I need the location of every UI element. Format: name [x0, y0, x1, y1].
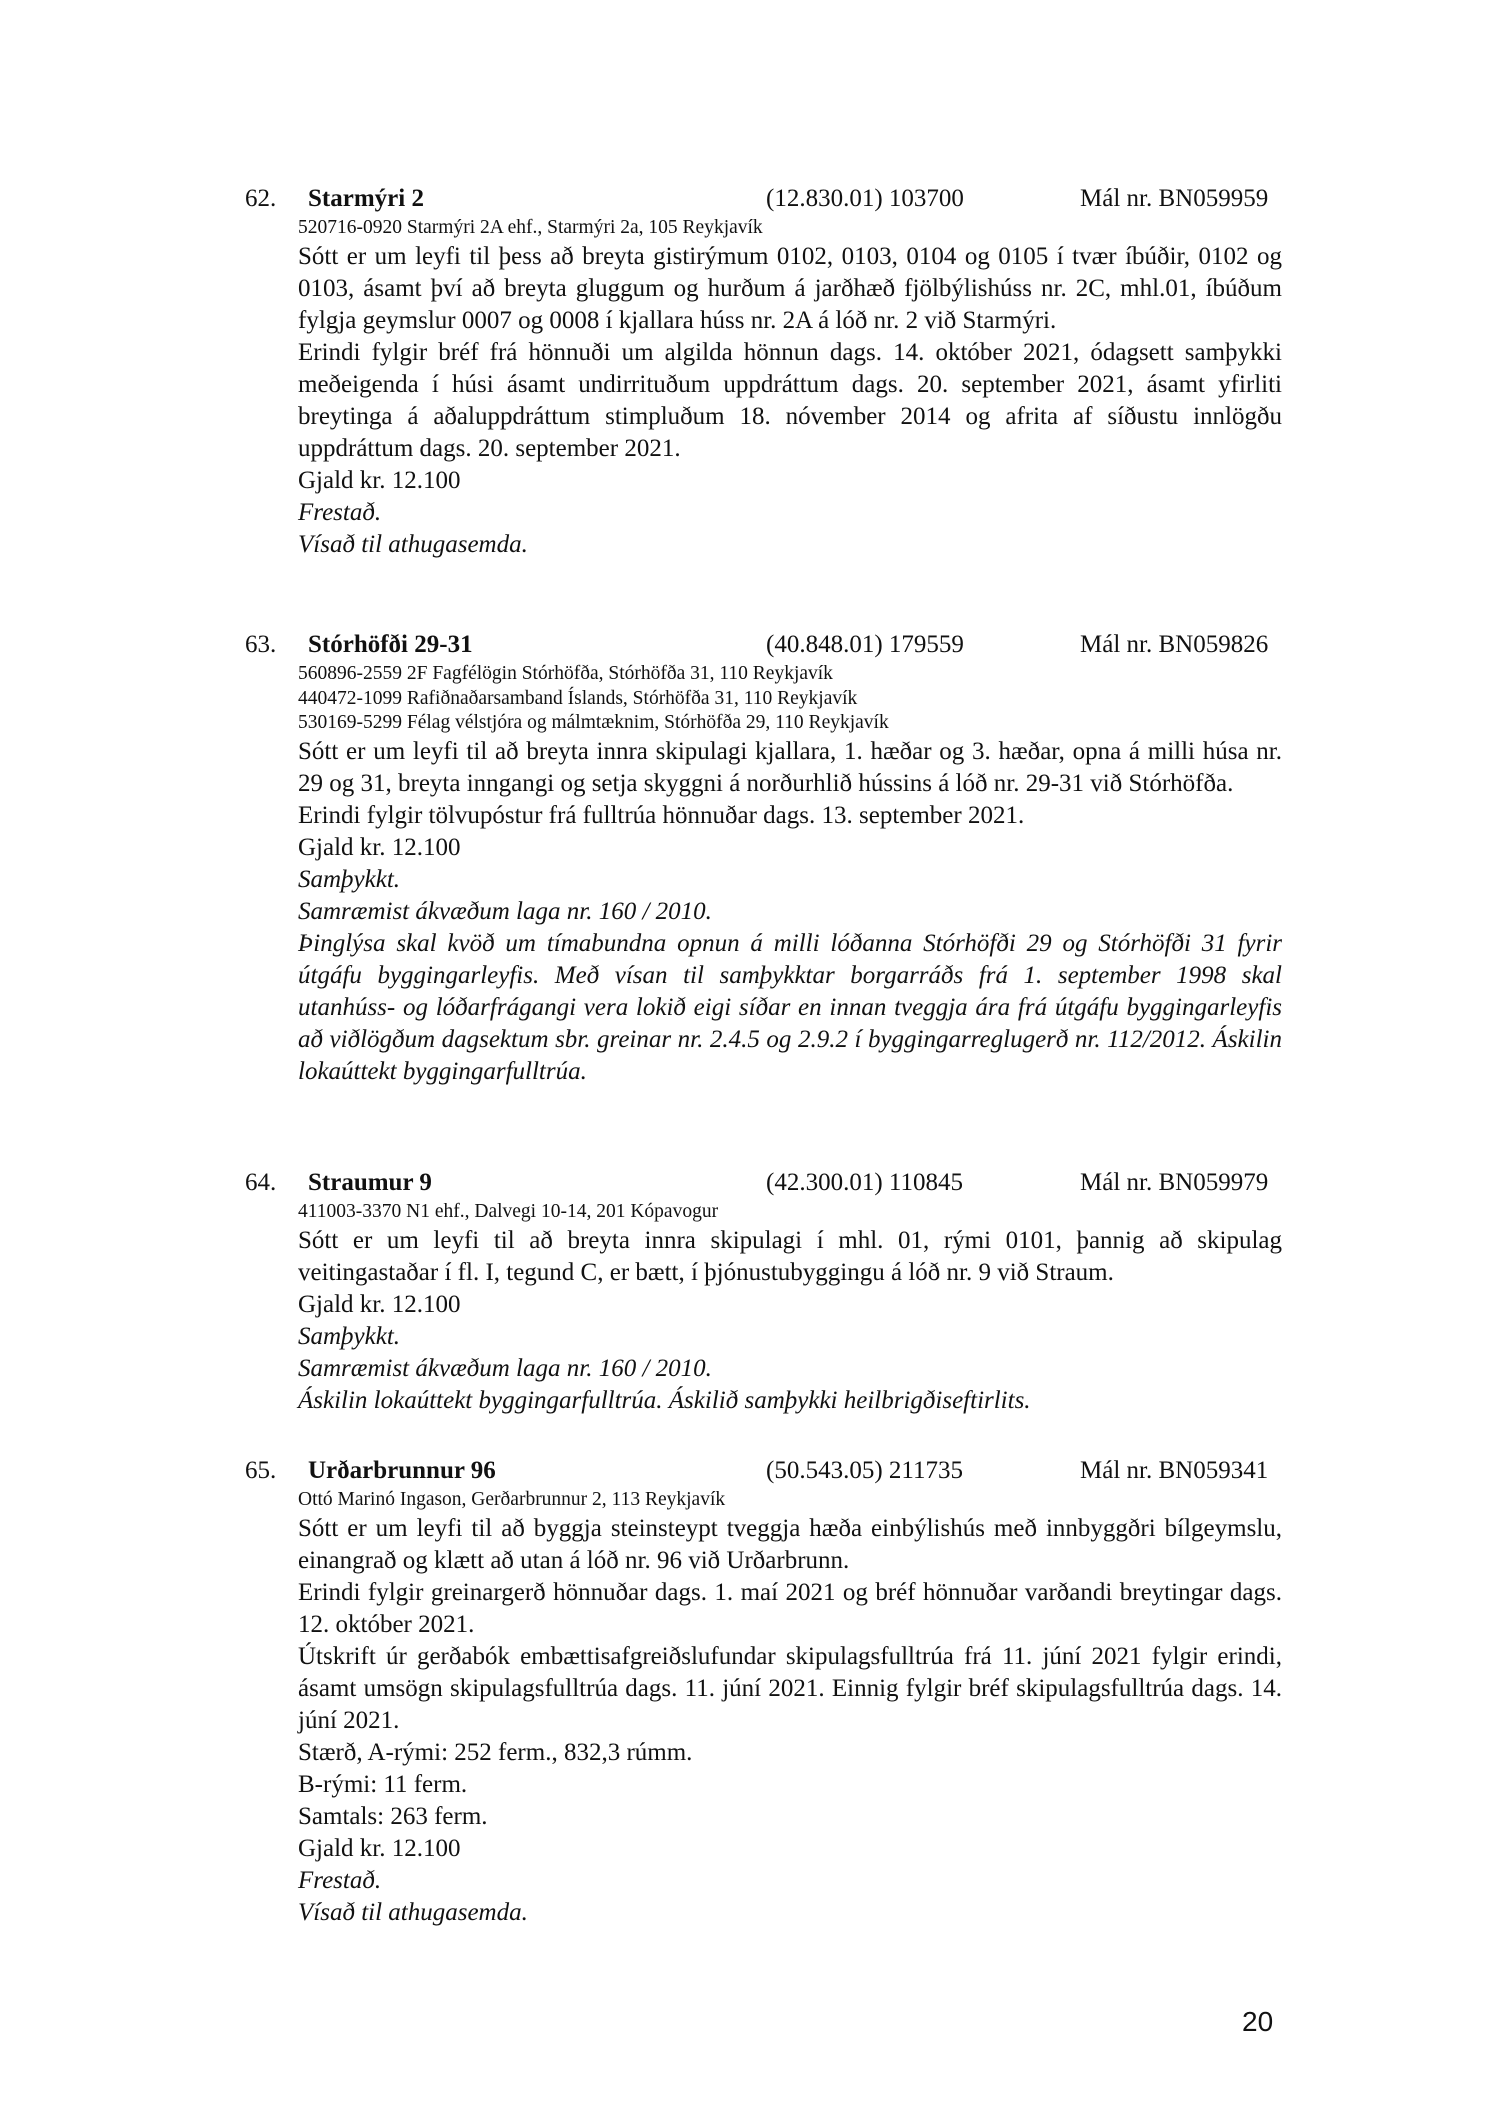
decision-line: Samræmist ákvæðum laga nr. 160 / 2010. [298, 1354, 712, 1382]
entry-number: 65. [245, 1457, 277, 1484]
fee-line: Gjald kr. 12.100 [298, 833, 461, 861]
entry-header [0, 182, 1500, 216]
applicant-line: 530169-5299 Félag vélstjóra og málmtæknim, Stórhöfða 29, 110 Reykjavík [298, 712, 889, 733]
attachment-paragraph: Erindi fylgir tölvupóstur frá fulltrúa hönnuðar dags. 13. september 2021. [298, 801, 1025, 829]
decision-line: Samþykkt. [298, 865, 401, 893]
entry-case-number: Mál nr. BN059826 [1080, 631, 1269, 658]
description-paragraph: Sótt er um leyfi til að byggja steinsteypt tveggja hæða einbýlishús með innbyggðri bílgeymslu, einangrað og klætt að utan á lóð nr. 96 við Urðarbrunn. [298, 1514, 1282, 1574]
applicant-line: 411003-3370 N1 ehf., Dalvegi 10-14, 201 Kópavogur [298, 1201, 719, 1222]
entry-title: Starmýri 2 [308, 185, 424, 212]
entry-body [298, 1488, 1282, 1929]
entry-number: 62. [245, 185, 277, 212]
attachment-paragraph: Erindi fylgir bréf frá hönnuði um algilda hönnun dags. 14. október 2021, ódagsett samþykki meðeigenda í húsi ásamt undirrituðum uppdráttum dags. 20. september 2021, ásamt yfirliti breytinga á aðaluppdráttum stimpluðum 18. nóvember 2014 og afrita af síðustu innlögðu uppdráttum dags. 20. september 2021. [298, 338, 1282, 462]
entry-case-number: Mál nr. BN059341 [1080, 1457, 1269, 1484]
size-line: Samtals: 263 ferm. [298, 1802, 488, 1830]
decision-line: Áskilin lokaúttekt byggingarfulltrúa. Áskilið samþykki heilbrigðiseftirlits. [298, 1386, 1031, 1414]
decision-line: Frestað. [298, 498, 382, 526]
description-paragraph: Sótt er um leyfi til þess að breyta gistirýmum 0102, 0103, 0104 og 0105 í tvær íbúðir, 0102 og 0103, ásamt því að breyta gluggum og hurðum á jarðhæð fjölbýlishúss nr. 2C, mhl.01, íbúðum fylgja geymslur 0007 og 0008 í kjallara húss nr. 2A á lóð nr. 2 við Starmýri. [298, 242, 1282, 334]
description-paragraph: Sótt er um leyfi til að breyta innra skipulagi kjallara, 1. hæðar og 3. hæðar, opna á milli húsa nr. 29 og 31, breyta inngangi og setja skyggni á norðurhlið hússins á lóð nr. 29-31 við Stórhöfða. [298, 737, 1282, 797]
decision-line: Vísað til athugasemda. [298, 530, 528, 558]
attachment-paragraph: Erindi fylgir greinargerð hönnuðar dags. 1. maí 2021 og bréf hönnuðar varðandi breytingar dags. 12. október 2021. [298, 1578, 1282, 1638]
entry-body [298, 1200, 1282, 1417]
fee-line: Gjald kr. 12.100 [298, 1834, 461, 1862]
entry-header [0, 1166, 1500, 1200]
entry-case-number: Mál nr. BN059959 [1080, 185, 1269, 212]
entry-reference: (12.830.01) 103700 [766, 185, 964, 212]
fee-line: Gjald kr. 12.100 [298, 466, 461, 494]
entry-title: Straumur 9 [308, 1169, 432, 1196]
conditions-paragraph: Þinglýsa skal kvöð um tímabundna opnun á milli lóðanna Stórhöfði 29 og Stórhöfði 31 fyrir útgáfu byggingarleyfis. Með vísan til samþykktar borgarráðs frá 1. september 1998 skal utanhúss- og lóðarfrágangi vera lokið eigi síðar en innan tveggja ára frá útgáfu byggingarleyfis að viðlögðum dagsektum sbr. greinar nr. 2.4.5 og 2.9.2 í byggingarreglugerð nr. 112/2012. Áskilin lokaúttekt byggingarfulltrúa. [298, 929, 1282, 1085]
attachment-paragraph: Útskrift úr gerðabók embættisafgreiðslufundar skipulagsfulltrúa frá 11. júní 2021 fylgir erindi, ásamt umsögn skipulagsfulltrúa dags. 11. júní 2021. Einnig fylgir bréf skipulagsfulltrúa dags. 14. júní 2021. [298, 1642, 1282, 1734]
entry-case-number: Mál nr. BN059979 [1080, 1169, 1269, 1196]
entry-number: 63. [245, 631, 277, 658]
entry-reference: (42.300.01) 110845 [766, 1169, 963, 1196]
case-entry [0, 628, 1500, 1088]
entry-title: Urðarbrunnur 96 [308, 1457, 496, 1484]
applicant-line: Ottó Marinó Ingason, Gerðarbrunnur 2, 113 Reykjavík [298, 1489, 726, 1510]
entry-reference: (40.848.01) 179559 [766, 631, 964, 658]
page-number: 20 [1242, 2006, 1274, 2037]
entry-number: 64. [245, 1169, 277, 1196]
applicant-line: 560896-2559 2F Fagfélögin Stórhöfða, Stórhöfða 31, 110 Reykjavík [298, 663, 833, 684]
decision-line: Samþykkt. [298, 1322, 401, 1350]
entry-body [298, 662, 1282, 1088]
decision-line: Frestað. [298, 1866, 382, 1894]
applicant-line: 440472-1099 Rafiðnaðarsamband Íslands, Stórhöfða 31, 110 Reykjavík [298, 687, 858, 709]
description-paragraph: Sótt er um leyfi til að breyta innra skipulagi í mhl. 01, rými 0101, þannig að skipulag veitingastaðar í fl. I, tegund C, er bætt, í þjónustubyggingu á lóð nr. 9 við Straum. [298, 1226, 1282, 1286]
decision-line: Vísað til athugasemda. [298, 1898, 528, 1926]
entry-title: Stórhöfði 29-31 [308, 631, 473, 658]
case-entry [0, 1166, 1500, 1417]
entry-header [0, 1454, 1500, 1488]
size-line: Stærð, A-rými: 252 ferm., 832,3 rúmm. [298, 1738, 693, 1766]
decision-line: Samræmist ákvæðum laga nr. 160 / 2010. [298, 897, 712, 925]
case-entry [0, 1454, 1500, 1929]
applicant-line: 520716-0920 Starmýri 2A ehf., Starmýri 2a, 105 Reykjavík [298, 217, 763, 238]
size-line: B-rými: 11 ferm. [298, 1770, 468, 1798]
entry-header [0, 628, 1500, 662]
fee-line: Gjald kr. 12.100 [298, 1290, 461, 1318]
entry-body [298, 216, 1282, 561]
case-entry [0, 182, 1500, 561]
entry-reference: (50.543.05) 211735 [766, 1457, 963, 1484]
